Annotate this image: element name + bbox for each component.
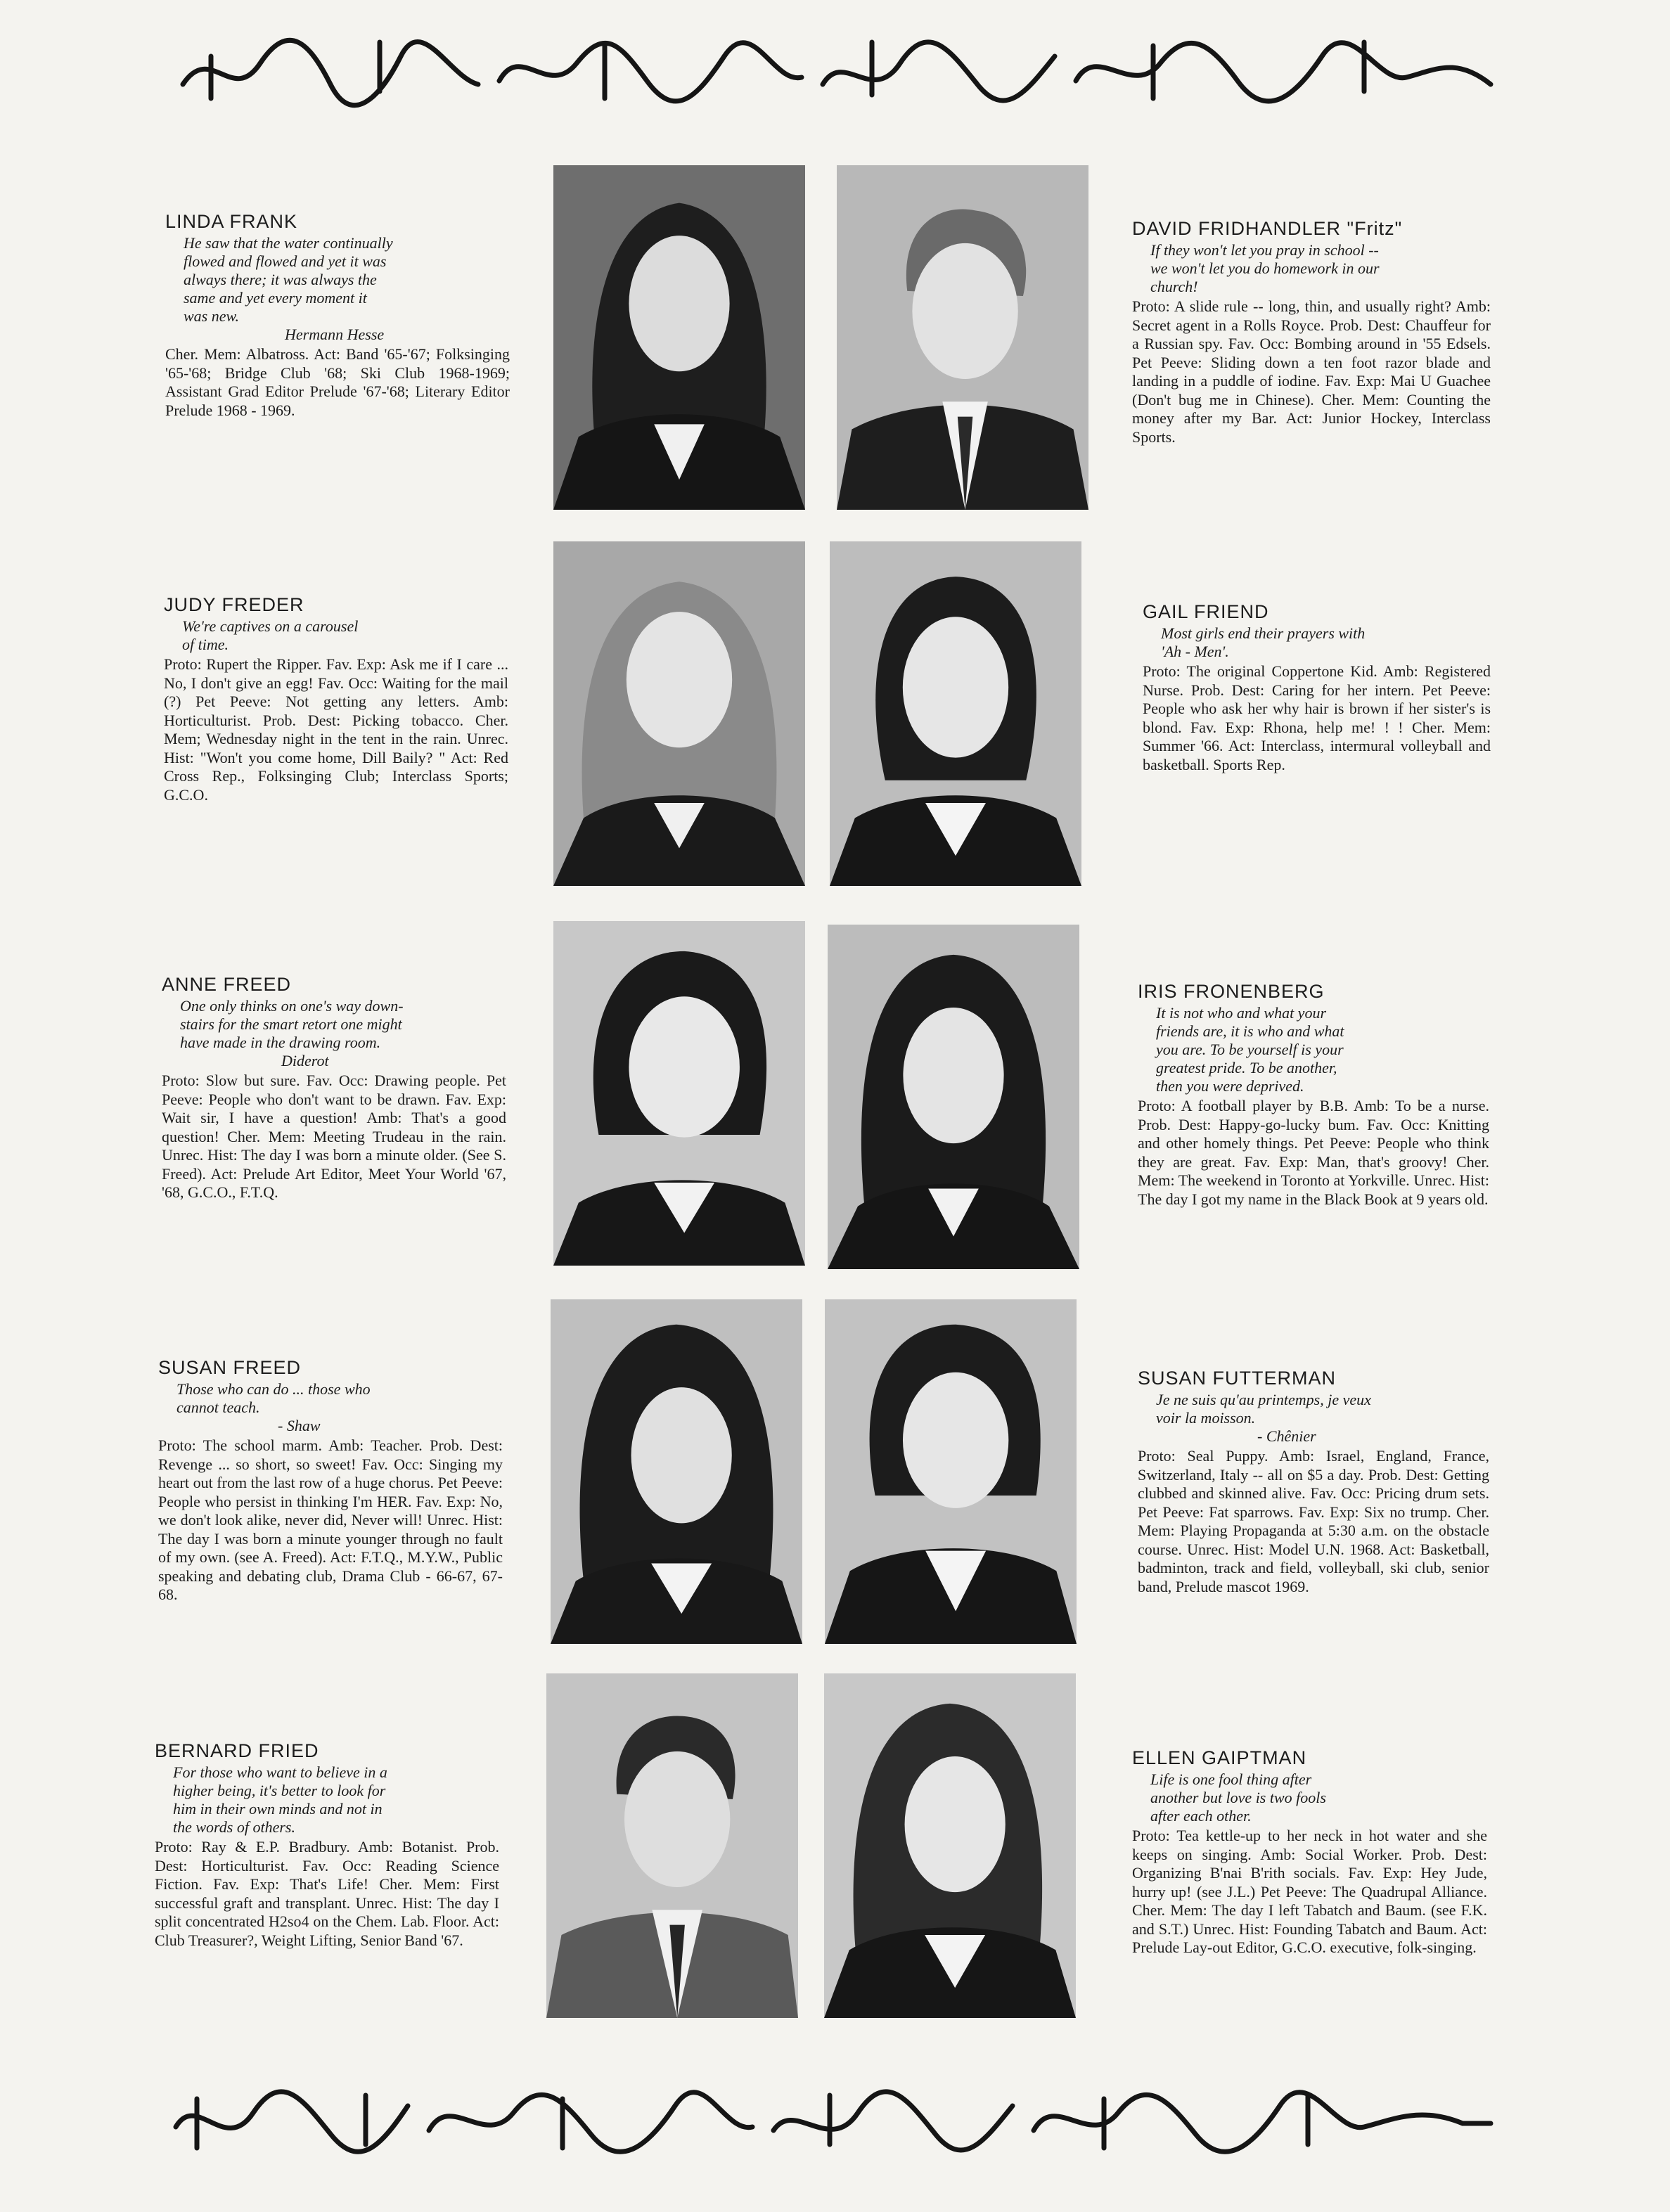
student-quote: One only thinks on one's way down- stairs for the smart retort one might have made in the drawing room.: [180, 997, 404, 1051]
student-name: ELLEN GAIPTMAN: [1132, 1747, 1307, 1768]
entry-bernard-fried: [155, 1740, 499, 1950]
portrait-photo-david-fridhandler: [837, 165, 1088, 510]
student-quote: For those who want to believe in a higher being, it's better to look for him in their own minds and not in the words of others.: [173, 1763, 387, 1836]
entry-david-fridhandler: [1132, 218, 1491, 446]
entry-gail-friend: [1143, 601, 1491, 774]
student-bio: Proto: A slide rule -- long, thin, and usually right? Amb: Secret agent in a Rolls Royce. Prob. Dest: Chauffeur for a Russian spy. Fav. Occ: Bombing around in '55 Edsels. Pet Peeve: Sliding down a ten foot razor blade and landing in a puddle of iodine. Fav. Exp: Mai U Guachee (Don't bug me in Chinese). Cher. Mem: Counting the money after my Bar. Act: Junior Hockey, Interclass Sports.: [1132, 297, 1491, 446]
student-quote: Life is one fool thing after another but love is two fools after each other.: [1150, 1770, 1326, 1825]
portrait-photo-judy-freder: [553, 541, 805, 886]
portrait-photo-gail-friend: [830, 541, 1081, 886]
entry-anne-freed: [162, 974, 506, 1202]
portrait-photo-iris-fronenberg: [828, 925, 1079, 1269]
student-bio: Proto: Ray & E.P. Bradbury. Amb: Botanist. Prob. Dest: Horticulturist. Fav. Occ: Reading Science Fiction. Fav. Exp: That's Life! Cher. Mem: First successful graft and transplant. Unrec. Hist: The day I split concentrated H2so4 on the Chem. Lab. Floor. Act: Club Treasurer?, Weight Lifting, Senior Band '67.: [155, 1838, 499, 1949]
student-bio: Proto: The original Coppertone Kid. Amb: Registered Nurse. Prob. Dest: Caring for her intern. Pet Peeve: People who ask her why hair is brown if her sister's is blond. Fav. Exp: Rhona, help me! ! ! Cher. Mem: Summer '66. Act: Interclass, intermural volleyball and basketball. Sports Rep.: [1143, 662, 1491, 773]
student-name: GAIL FRIEND: [1143, 601, 1269, 622]
student-quote: If they won't let you pray in school -- we won't let you do homework in our church!: [1150, 241, 1380, 295]
student-quote: It is not who and what your friends are, it is who and what you are. To be yourself is your greatest pride. To be another, then you were deprived.: [1156, 1004, 1344, 1095]
entry-susan-freed: [158, 1357, 503, 1605]
student-name: ANNE FREED: [162, 974, 292, 995]
student-name: BERNARD FRIED: [155, 1740, 319, 1761]
entry-susan-futterman: [1138, 1368, 1489, 1596]
entry-linda-frank: [165, 211, 510, 420]
portrait-photo-linda-frank: [553, 165, 805, 510]
portrait-photo-anne-freed: [553, 921, 805, 1266]
bottom-calligraphy-banner: [169, 2071, 1505, 2169]
student-quote: Those who can do ... those who cannot teach.: [176, 1380, 371, 1416]
student-bio: Proto: Seal Puppy. Amb: Israel, England, France, Switzerland, Italy -- all on $5 a day. Prob. Dest: Getting clubbed and skinned alive. Fav. Occ: Pricing drum sets. Pet Peeve: Fat sparrows. Fav. Exp: Six no trump. Cher. Mem: Playing Propaganda at 5:30 a.m. on the obstacle course. Unrec. Hist: Model U.N. 1968. Act: Basketball, badminton, track and field, volleyball, ski club, senior band, Prelude mascot 1969.: [1138, 1447, 1489, 1595]
student-bio: Proto: Slow but sure. Fav. Occ: Drawing people. Pet Peeve: People who don't want to be drawn. Fav. Exp: Wait sir, I have a question! Amb: That's a good question! Cher. Mem: Meeting Trudeau in the rain. Unrec. Hist: The day I was born a minute older. (See S. Freed). Act: Prelude Art Editor, Meet Your World '67, '68, G.C.O., F.T.Q.: [162, 1072, 506, 1201]
entry-ellen-gaiptman: [1132, 1747, 1487, 1957]
student-bio: Proto: Rupert the Ripper. Fav. Exp: Ask me if I care ... No, I don't give an egg! Fav. Occ: Waiting for the mail (?) Pet Peeve: Not getting any letters. Amb: Horticulturist. Prob. Dest: Picking tobacco. Cher. Mem; Wednesday night in the tent in the rain. Unrec. Hist: "Won't you come home, Dill Baily? " Act: Red Cross Rep., Folksinging Club; Interclass Sports; G.C.O.: [164, 655, 508, 804]
quote-author: Diderot: [281, 1052, 329, 1069]
student-name: SUSAN FREED: [158, 1357, 302, 1378]
quote-author: - Shaw: [278, 1417, 321, 1434]
entry-judy-freder: [164, 594, 508, 804]
student-quote: Je ne suis qu'au printemps, je veux voir la moisson.: [1156, 1391, 1371, 1427]
student-quote: We're captives on a carousel of time.: [182, 617, 359, 653]
portrait-photo-bernard-fried: [546, 1673, 798, 2018]
student-bio: Proto: Tea kettle-up to her neck in hot water and she keeps on singing. Amb: Social Worker. Prob. Dest: Organizing B'nai B'rith socials. Fav. Exp: Hey Jude, hurry up! (see J.L.) Pet Peeve: The Quadrupal Alliance. Cher. Mem: The day I left Tabatch and Baum. (see F.K. and S.T.) Unrec. Hist: Founding Tabatch and Baum. Act: Prelude Lay-out Editor, G.C.O. executive, folk-singing.: [1132, 1827, 1487, 1956]
student-name: JUDY FREDER: [164, 594, 304, 615]
student-name: DAVID FRIDHANDLER "Fritz": [1132, 218, 1403, 239]
portrait-photo-susan-freed: [551, 1299, 802, 1644]
top-calligraphy-banner: [169, 14, 1505, 120]
student-name: LINDA FRANK: [165, 211, 298, 232]
student-name: SUSAN FUTTERMAN: [1138, 1368, 1337, 1389]
entry-iris-fronenberg: [1138, 981, 1489, 1209]
student-bio: Cher. Mem: Albatross. Act: Band '65-'67; Folksinging '65-'68; Bridge Club '68; Ski Club 1968-1969; Assistant Grad Editor Prelude '67-'68; Literary Editor Prelude 1968 - 1969.: [165, 345, 510, 419]
student-bio: Proto: A football player by B.B. Amb: To be a nurse. Prob. Dest: Happy-go-lucky bum. Fav. Occ: Knitting and other homely things. Pet Peeve: People who think they are great. Fav. Exp: Man, that's groovy! Cher. Mem: The weekend in Toronto at Yorkville. Unrec. Hist: The day I got my name in the Black Book at 9 years old.: [1138, 1097, 1489, 1208]
student-quote: Most girls end their prayers with 'Ah - Men'.: [1161, 624, 1366, 660]
quote-author: Hermann Hesse: [285, 326, 385, 343]
quote-author: - Chênier: [1257, 1427, 1316, 1445]
portrait-photo-susan-futterman: [825, 1299, 1077, 1644]
student-name: IRIS FRONENBERG: [1138, 981, 1325, 1002]
student-bio: Proto: The school marm. Amb: Teacher. Prob. Dest: Revenge ... so short, so sweet! Fav. Occ: Singing my heart out from the last row of a huge chorus. Pet Peeve: People who persist in thinking I'm HER. Fav. Exp: No, we don't look alike, never did, Never will! Unrec. Hist: The day I was born a minute younger through no fault of my own. (see A. Freed). Act: F.T.Q., M.Y.W., Public speaking and debating club, Drama Club - 66-67, 67-68.: [158, 1436, 503, 1603]
portrait-photo-ellen-gaiptman: [824, 1673, 1076, 2018]
student-quote: He saw that the water continually flowed and flowed and yet it was always there; it was always the same and yet every moment it was new.: [184, 234, 393, 325]
